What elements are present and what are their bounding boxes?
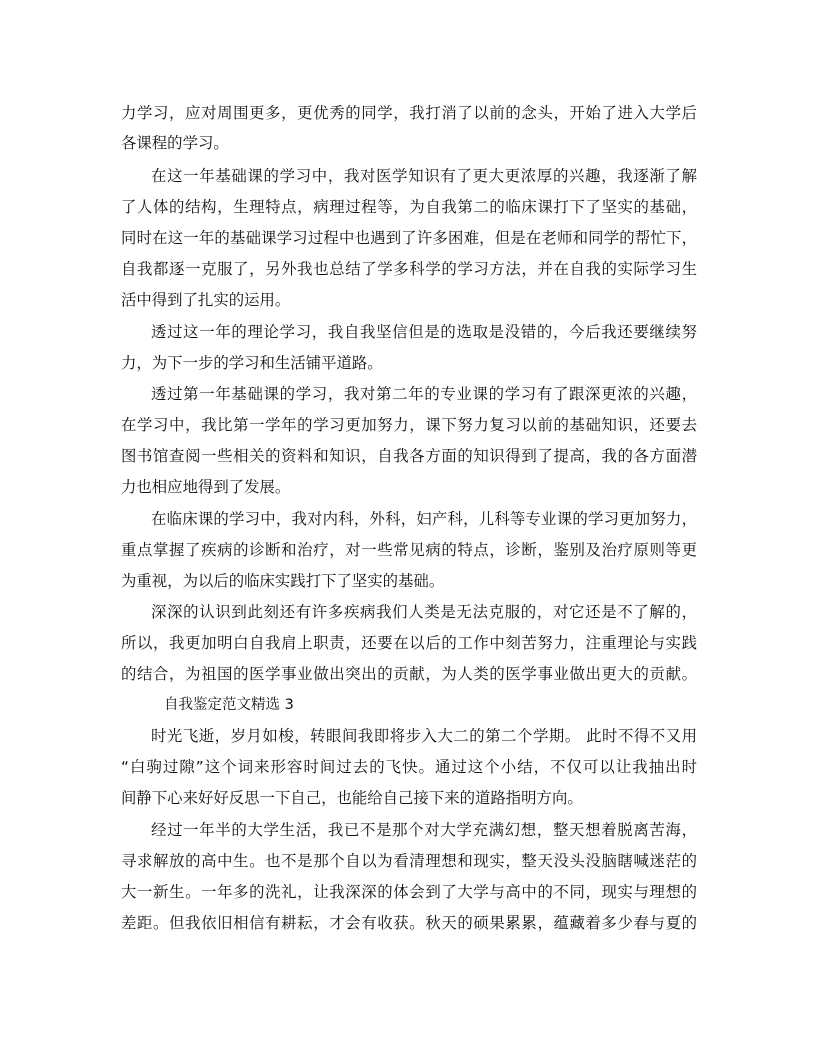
text-line: 透过第一年基础课的学习，我对第二年的专业课的学习有了跟深更浓的兴趣， xyxy=(151,385,697,403)
text-line: 透过这一年的理论学习，我自我坚信但是的选取是没错的，今后我还要继续努 xyxy=(151,323,697,341)
text-line: 同时在这一年的基础课学习过程中也遇到了许多困难，但是在老师和同学的帮忙下， xyxy=(121,229,697,247)
text-line: 活中得到了扎实的运用。 xyxy=(121,291,291,309)
text-line: 的结合，为祖国的医学事业做出突出的贡献，为人类的医学事业做出更大的贡献。 xyxy=(121,665,697,683)
text-line: 图书馆查阅一些相关的资料和知识，自我各方面的知识得到了提高，我的各方面潜 xyxy=(121,447,697,465)
text-line: 了人体的结构，生理特点，病理过程等，为自我第二的临床课打下了坚实的基础， xyxy=(121,198,697,216)
text-line: 重点掌握了疾病的诊断和治疗，对一些常见病的特点，诊断，鉴别及治疗原则等更 xyxy=(121,541,697,559)
text-line: 力学习，应对周围更多，更优秀的同学，我打消了以前的念头，开始了进入大学后 xyxy=(121,104,697,122)
text-line: 差距。但我依旧相信有耕耘，才会有收获。秋天的硕果累累，蕴藏着多少春与夏的 xyxy=(121,914,697,932)
text-line: 在学习中，我比第一学年的学习更加努力，课下努力复习以前的基础知识，还要去 xyxy=(121,416,697,434)
section-heading: 自我鉴定范文精选 3 xyxy=(164,697,294,713)
text-line: 寻求解放的高中生。也不是那个自以为看清理想和现实，整天没头没脑瞎喊迷茫的 xyxy=(121,852,697,870)
text-line: 自我都逐一克服了，另外我也总结了学多科学的学习方法，并在自我的实际学习生 xyxy=(121,260,697,278)
text-line: 力也相应地得到了发展。 xyxy=(121,478,291,496)
text-line: 在这一年基础课的学习中，我对医学知识有了更大更浓厚的兴趣，我逐渐了解 xyxy=(151,167,697,185)
text-line: 深深的认识到此刻还有许多疾病我们人类是无法克服的，对它还是不了解的， xyxy=(151,603,697,621)
text-line: 所以，我更加明白自我肩上职责，还要在以后的工作中刻苦努力，注重理论与实践 xyxy=(121,634,697,652)
text-line: 间静下心来好好反思一下自己，也能给自己接下来的道路指明方向。 xyxy=(121,789,583,807)
text-line: 为重视，为以后的临床实践打下了坚实的基础。 xyxy=(121,572,445,590)
text-line: 时光飞逝，岁月如梭，转眼间我即将步入大二的第二个学期。 此时不得不又用 xyxy=(151,727,697,745)
text-line: 大一新生。一年多的洗礼，让我深深的体会到了大学与高中的不同，现实与理想的 xyxy=(121,883,697,901)
text-line: 力，为下一步的学习和生活铺平道路。 xyxy=(121,354,383,372)
text-line: “白驹过隙”这个词来形容时间过去的飞快。通过这个小结，不仅可以让我抽出时 xyxy=(121,758,697,776)
text-line: 各课程的学习。 xyxy=(121,134,229,152)
text-line: 在临床课的学习中，我对内科，外科，妇产科，儿科等专业课的学习更加努力， xyxy=(151,510,697,528)
text-line: 经过一年半的大学生活，我已不是那个对大学充满幻想，整天想着脱离苦海， xyxy=(151,821,697,839)
